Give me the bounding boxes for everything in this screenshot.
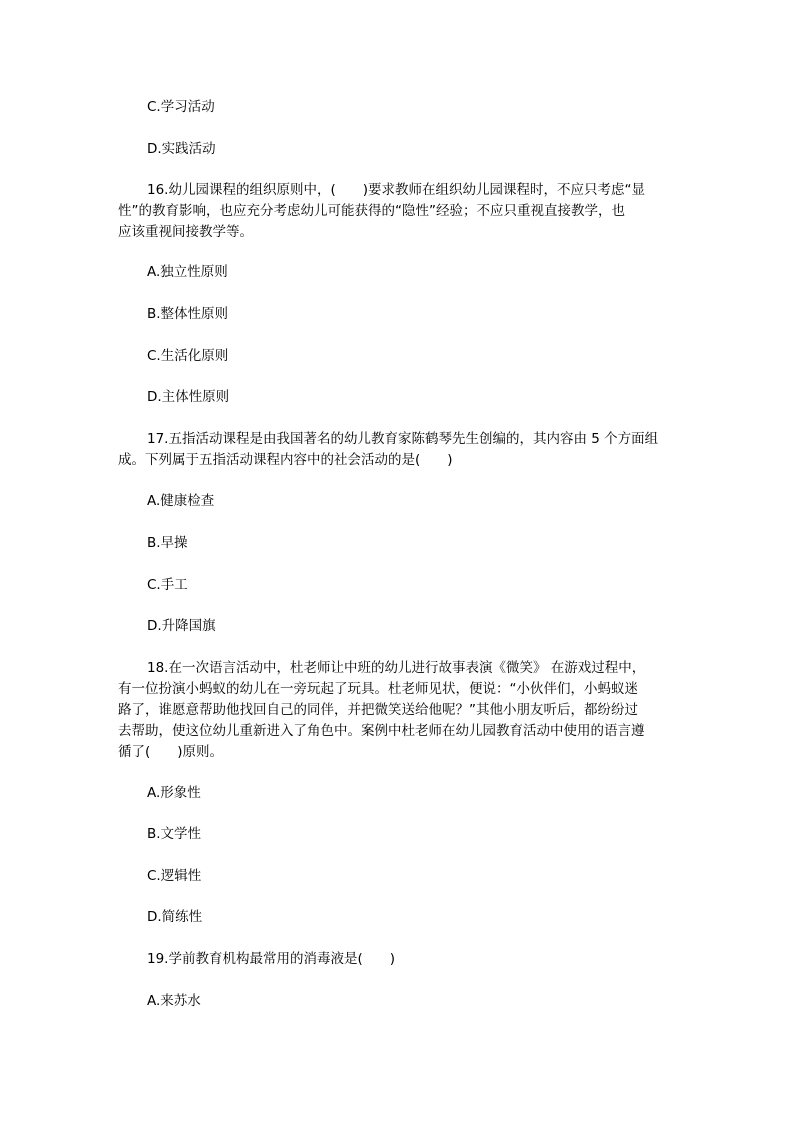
question-19: [118, 949, 678, 970]
question-17-line-1: 17.五指活动课程是由我国著名的幼儿教育家陈鹤琴先生创编的，其内容由 5 个方面组: [147, 431, 659, 447]
option-18-a: A.形象性: [147, 785, 201, 801]
question-18-line-5: 循了( )原则。: [118, 744, 224, 760]
question-16-line-2: 性”的教育影响，也应充分考虑幼儿可能获得的“隐性”经验；不应只重视直接教学，也: [118, 203, 625, 219]
question-16: [118, 180, 678, 243]
option-17-c: C.手工: [147, 577, 188, 593]
question-17: [118, 429, 678, 471]
question-18-line-3: 路了，谁愿意帮助他找回自己的同伴，并把微笑送给他呢？”其他小朋友听后，都纷纷过: [118, 702, 638, 718]
option-17-b: B.早操: [147, 535, 188, 551]
option-15-d: D.实践活动: [147, 141, 216, 157]
question-19-line-1: 19.学前教育机构最常用的消毒液是( ): [147, 951, 396, 967]
option-17-d: D.升降国旗: [147, 618, 216, 634]
question-16-line-3: 应该重视间接教学等。: [118, 224, 253, 240]
option-16-c: C.生活化原则: [147, 348, 229, 364]
option-15-c: C.学习活动: [147, 99, 215, 115]
option-19-a: A.来苏水: [147, 993, 201, 1009]
question-18-line-2: 有一位扮演小蚂蚁的幼儿在一旁玩起了玩具。杜老师见状，便说：“小伙伴们，小蚂蚁迷: [118, 681, 638, 697]
option-16-a: A.独立性原则: [147, 264, 228, 280]
option-18-d: D.简练性: [147, 909, 203, 925]
question-18-line-4: 去帮助，使这位幼儿重新进入了角色中。案例中杜老师在幼儿园教育活动中使用的语言遵: [118, 723, 645, 739]
option-18-b: B.文学性: [147, 826, 202, 842]
question-18-line-1: 18.在一次语言活动中，杜老师让中班的幼儿进行故事表演《微笑》 在游戏过程中，: [147, 660, 646, 676]
option-17-a: A.健康检查: [147, 493, 215, 509]
option-16-b: B.整体性原则: [147, 306, 229, 322]
option-18-c: C.逻辑性: [147, 868, 202, 884]
option-16-d: D.主体性原则: [147, 389, 230, 405]
question-17-line-2: 成。下列属于五指活动课程内容中的社会活动的是( ): [118, 452, 453, 468]
question-16-line-1: 16.幼儿园课程的组织原则中，( )要求教师在组织幼儿园课程时，不应只考虑“显: [147, 182, 645, 198]
question-18: [118, 658, 678, 763]
